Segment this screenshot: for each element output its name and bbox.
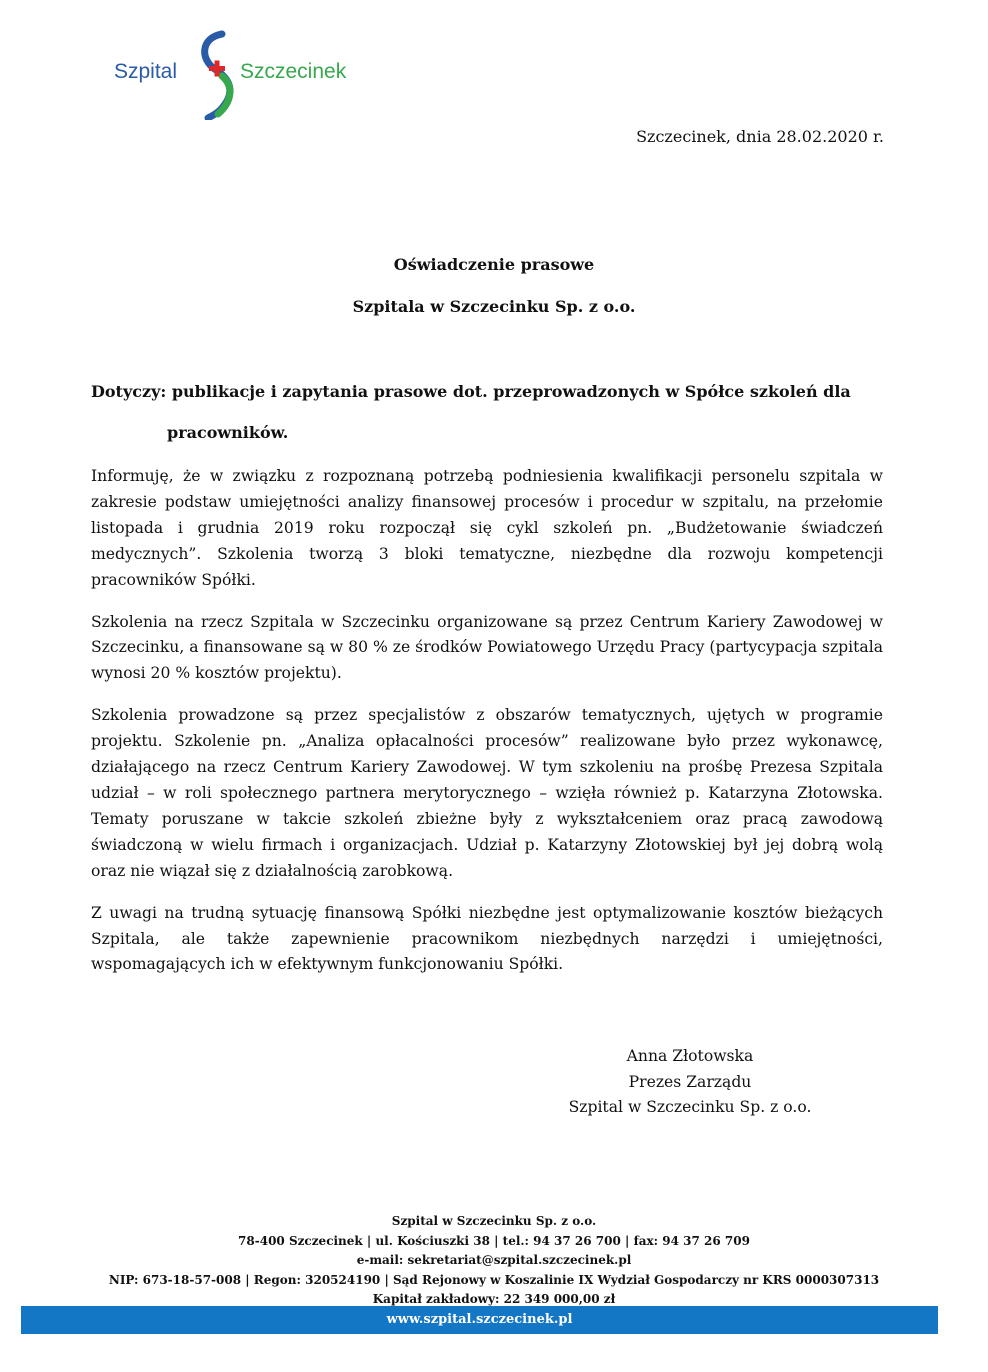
letterhead-footer [0, 1212, 988, 1310]
signature-block [540, 1044, 840, 1121]
signatory-company: Szpital w Szczecinku Sp. z o.o. [568, 1098, 812, 1116]
document-body [91, 464, 883, 994]
footer-email: e-mail: sekretariat@szpital.szczecinek.pl [356, 1253, 632, 1267]
hospital-logo [114, 30, 354, 120]
document-title: Oświadczenie prasowe [393, 255, 595, 274]
footer-address: 78-400 Szczecinek | ul. Kościuszki 38 | tel.: 94 37 26 700 | fax: 94 37 26 709 [238, 1233, 750, 1248]
body-paragraph: Szkolenia prowadzone są przez specjalistów z obszarów tematycznych, ujętych w programie projektu. Szkolenie pn. „Analiza opłacalności procesów” realizowane było przez wykonawcę, działającego na rzecz Centrum Kariery Zawodowej. W tym szkoleniu na prośbę Prezesa Szpitala udział – w roli społecznego partnera merytorycznego – wzięła również p. Katarzyna Złotowska. Tematy poruszane w takcie szkoleń zbieżne były z wykształceniem oraz pracą zawodową świadczoną w wielu firmach i organizacjach. Udział p. Katarzyny Złotowskiej był jej dobrą wolą oraz nie wiązał się z działalnością zarobkową. [91, 706, 883, 880]
body-paragraph: Informuję, że w związku z rozpoznaną potrzebą podniesienia kwalifikacji personelu szpitala w zakresie podstaw umiejętności analizy finansowej procesów i procedur w szpitalu, na przełomie listopada i grudnia 2019 roku rozpoczął się cykl szkoleń pn. „Budżetowanie świadczeń medycznych”. Szkolenia tworzą 3 bloki tematyczne, niezbędne dla rozwoju kompetencji pracowników Spółki. [91, 467, 883, 589]
footer-registry: NIP: 673-18-57-008 | Regon: 320524190 | Sąd Rejonowy w Koszalinie IX Wydział Gospodarczy nr KRS 0000307313 [108, 1272, 880, 1287]
signatory-name: Anna Złotowska [626, 1047, 754, 1065]
footer-website: www.szpital.szczecinek.pl [386, 1312, 573, 1327]
subject-line-continued: pracowników. [167, 423, 289, 442]
subject-line: Dotyczy: publikacje i zapytania prasowe dot. przeprowadzonych w Spółce szkoleń dla [91, 382, 851, 401]
document-date: Szczecinek, dnia 28.02.2020 r. [636, 127, 884, 146]
logo-word-szczecinek: Szczecinek [240, 60, 347, 83]
document-title-org: Szpitala w Szczecinku Sp. z o.o. [352, 297, 636, 316]
footer-capital: Kapitał zakładowy: 22 349 000,00 zł [372, 1292, 616, 1306]
footer-company: Szpital w Szczecinku Sp. z o.o. [391, 1214, 597, 1228]
body-paragraph: Z uwagi na trudną sytuację finansową Spółki niezbędne jest optymalizowanie kosztów bieżących Szpitala, ale także zapewnienie pracownikom niezbędnych narzędzi i umiejętności, wspomagających ich w efektywnym funkcjonowaniu Spółki. [91, 903, 883, 974]
footer-website-bar [21, 1306, 938, 1334]
logo-cross-s-icon [192, 30, 242, 120]
body-paragraph: Szkolenia na rzecz Szpitala w Szczecinku organizowane są przez Centrum Kariery Zawodowej w Szczecinku, a finansowane są w 80 % ze środków Powiatowego Urzędu Pracy (partycypacja szpitala wynosi 20 % kosztów projektu). [91, 612, 883, 683]
signatory-position: Prezes Zarządu [628, 1072, 752, 1091]
logo-word-szpital: Szpital [114, 60, 178, 83]
